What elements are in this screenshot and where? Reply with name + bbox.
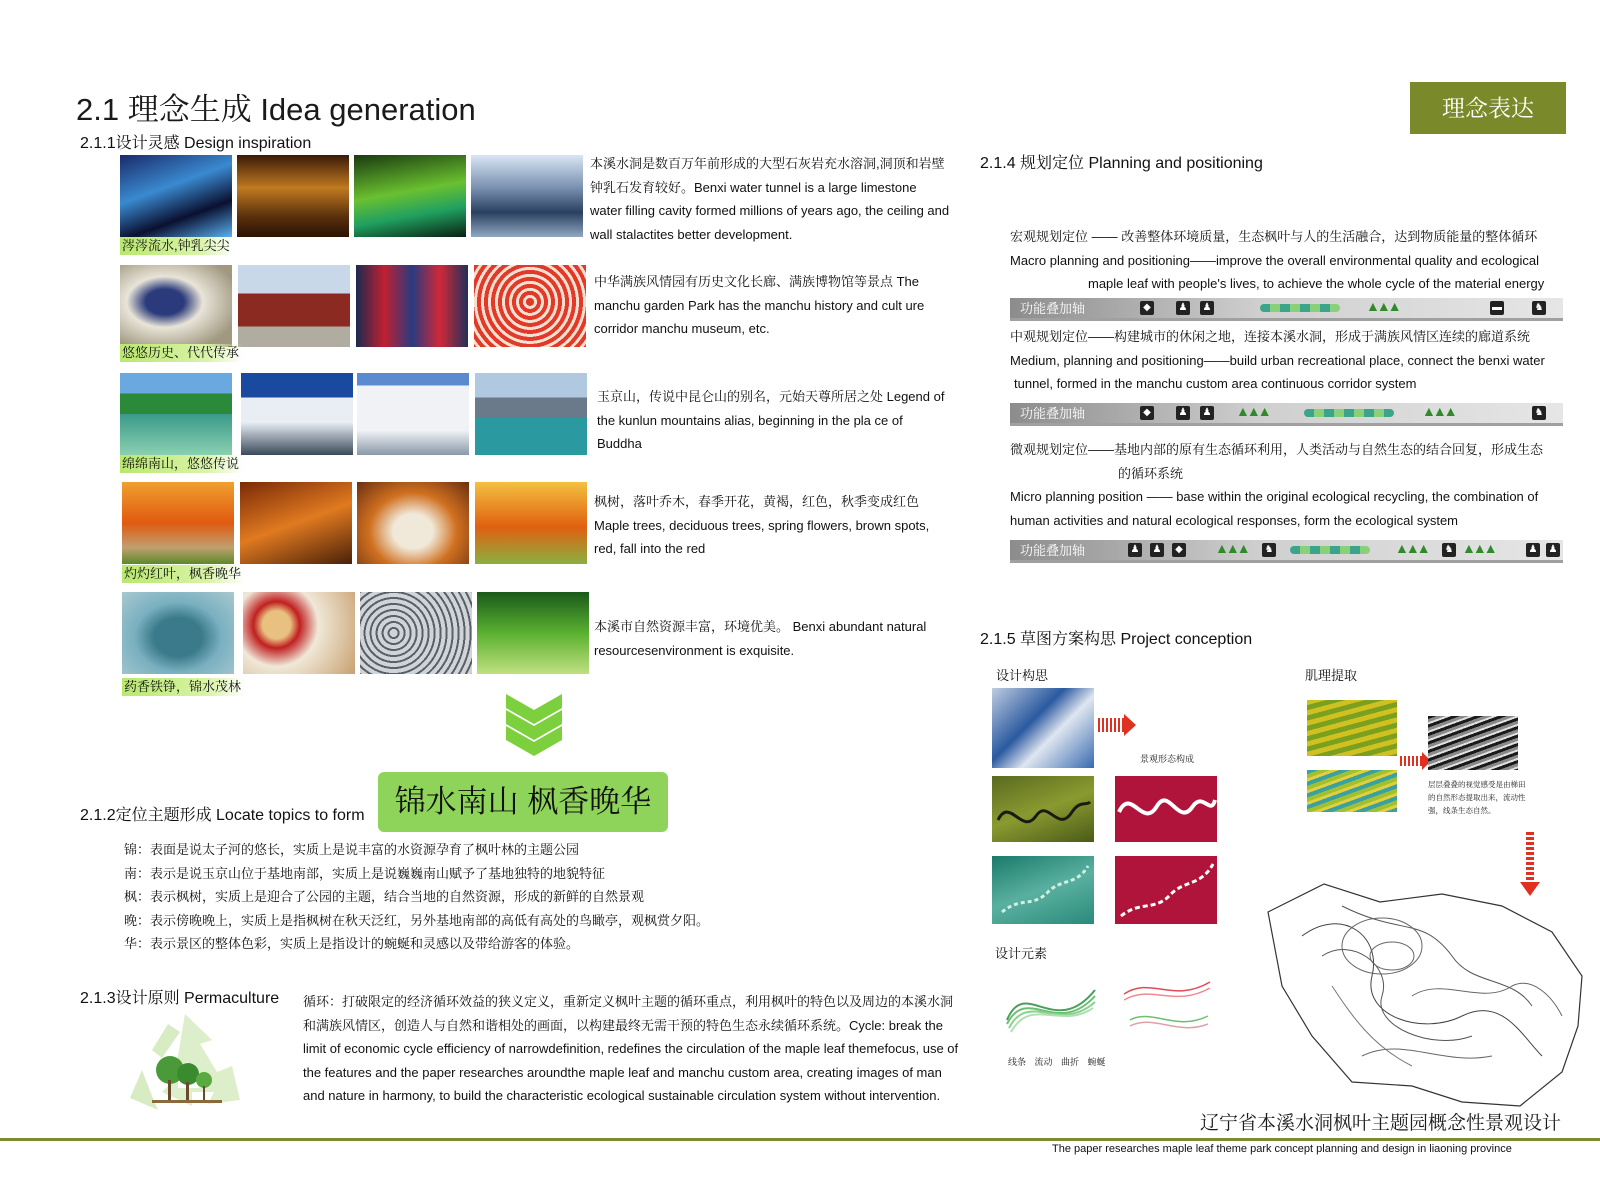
- medium-line: tunnel, formed in the manchu custom area continuous corridor system: [1014, 376, 1417, 391]
- footer-title: 辽宁省本溪水洞枫叶主题园概念性景观设计: [1200, 1113, 1562, 1134]
- design-idea-label: 设计构思: [996, 668, 1049, 683]
- theme-line: 南：表示是说玉京山位于基地南部，实质上是说巍巍南山赋予了基地独特的地貌特征: [124, 865, 606, 881]
- sketch-plan: [1262, 876, 1592, 1116]
- photo-bench-leaves: [240, 482, 352, 564]
- inspiration-label: 药香铁铮，锦水茂林: [122, 678, 245, 696]
- inspiration-label: 悠悠历史、代代传承: [120, 344, 243, 362]
- inspiration-heading: 2.1.1设计灵感 Design inspiration: [80, 135, 312, 152]
- photo-herbal-medicine: [243, 592, 355, 674]
- photo-snow-mountain: [241, 373, 353, 455]
- micro-line: Micro planning position —— base within the original ecological recycling, the combination of: [1010, 489, 1539, 504]
- photo-paper-cut: [474, 265, 586, 347]
- photo-cave-green: [354, 155, 466, 237]
- photo-misty-road: [357, 482, 469, 564]
- inspiration-text: 本溪市自然资源丰富，环境优美。 Benxi abundant natural resourcesenvironment is exquisite.: [594, 619, 927, 658]
- medium-line: Medium, planning and positioning——build urban recreational place, connect the benxi water: [1010, 352, 1545, 368]
- inspiration-label: 灼灼红叶，枫香晚华: [122, 565, 245, 583]
- function-axis-bar: [1010, 403, 1563, 426]
- photo-cave-gold: [237, 155, 349, 237]
- cycle-icon: ♟: [1200, 406, 1214, 420]
- medium-planning: [1010, 325, 1570, 396]
- meander-line: [992, 776, 1094, 842]
- medium-line: 中观规划定位——构建城市的休闲之地，连接本溪水洞，形成于满族风情区连续的廊道系统: [1010, 329, 1531, 344]
- red-ribbon-icon: [1122, 974, 1212, 1044]
- photo-cave-river: [471, 155, 583, 237]
- photo-mountain-lake: [475, 373, 587, 455]
- photo-embroidered-shoes: [120, 265, 232, 347]
- footer-divider: [0, 1138, 1600, 1141]
- tree-icon: ▲▲▲: [1236, 403, 1269, 419]
- macro-line: 宏观规划定位 —— 改善整体环境质量，生态枫叶与人的生活融合，达到物质能量的整体循环: [1010, 229, 1538, 244]
- macro-line: maple leaf with people's lives, to achieve the whole cycle of the material energy: [1088, 276, 1545, 291]
- walk-icon: ♟: [1526, 543, 1540, 557]
- function-axis-label: 功能叠加轴: [1020, 301, 1086, 316]
- theme-lines: [124, 838, 709, 956]
- photo-terrace-bw: [1428, 716, 1518, 770]
- photo-manchu-gate: [238, 265, 350, 347]
- fish-icon: ◆: [1172, 543, 1186, 557]
- photo-aerial-lake: [122, 592, 234, 674]
- walk-icon: ♟: [1128, 543, 1142, 557]
- macro-line: Macro planning and positioning——improve the overall environmental quality and ecological: [1010, 252, 1539, 268]
- theme-line: 锦：表面是说太子河的悠长，实质上是说丰富的水资源孕育了枫叶林的主题公园: [124, 842, 580, 857]
- photo-steel-pipes: [360, 592, 472, 674]
- tree-icon: ▲▲▲: [1366, 298, 1399, 314]
- micro-planning: [1010, 438, 1580, 532]
- tree-icon: ▲▲▲: [1462, 540, 1495, 556]
- arrow-right-icon: [1098, 718, 1124, 732]
- photo-terrace-field: [1307, 700, 1397, 756]
- photo-maple-park: [475, 482, 587, 564]
- fish-icon: ◆: [1140, 301, 1154, 315]
- tree-icon: ▲▲▲: [1422, 403, 1455, 419]
- deer-icon: ♞: [1442, 543, 1456, 557]
- cycle-icon: ♟: [1150, 543, 1164, 557]
- inspiration-text: 玉京山，传说中昆仑山的别名，元始天尊所居之处 Legend of the kunlun mountains alias, beginning in the pla ce of Buddha: [597, 389, 945, 451]
- photo-maple-road: [122, 482, 234, 564]
- function-axis-bar: [1010, 298, 1563, 321]
- deer-icon: ♞: [1262, 543, 1276, 557]
- element-words: 线条 流动 曲折 蜿蜒: [1008, 1057, 1106, 1067]
- texture-note: 层层叠叠的视觉感受是由梯田的自然形态提取出来，流动性强，线条生态自然。: [1428, 780, 1526, 815]
- arrow-head-icon: [1124, 714, 1136, 736]
- chevron-down-icon: [506, 694, 562, 756]
- walk-icon: ♟: [1176, 406, 1190, 420]
- photo-forest-path: [477, 592, 589, 674]
- water-wave-icon: [1260, 304, 1340, 312]
- theme-heading: 2.1.2定位主题形成 Locate topics to form: [80, 807, 365, 824]
- inspiration-label: 绵绵南山，悠悠传说: [120, 455, 243, 473]
- photo-terrace-water: [1307, 770, 1397, 812]
- deer-icon: ♞: [1532, 301, 1546, 315]
- tree-icon: ▲▲▲: [1215, 540, 1248, 556]
- concept-badge: 理念表达: [1410, 82, 1566, 134]
- inspiration-label: 涔涔流水,钟乳尖尖: [120, 237, 234, 255]
- wetland-white-line: [1115, 856, 1217, 924]
- meander-white-line: [1115, 776, 1217, 842]
- conception-heading: 2.1.5 草图方案构思 Project conception: [980, 631, 1253, 648]
- permaculture-heading: 2.1.3设计原则 Permaculture: [80, 990, 280, 1007]
- deer-icon: ♞: [1532, 406, 1546, 420]
- arrow-right-icon: [1400, 756, 1422, 766]
- function-axis-label: 功能叠加轴: [1020, 406, 1086, 421]
- macro-planning: [1010, 225, 1570, 296]
- page-title: 2.1 理念生成 Idea generation: [76, 92, 476, 127]
- inspiration-text: 中华满族风情园有历史文化长廊、满族博物馆等景点 The manchu garden Park has the manchu history and cult ure corridor manchu museum, etc.: [594, 274, 925, 336]
- photo-green-mountain-lake: [120, 373, 232, 455]
- permaculture-text: 循环：打破限定的经济循环效益的狭义定义，重新定义枫叶主题的循环重点，利用枫叶的特色以及周边的本溪水洞和满族风情区，创造人与自然和谐相处的画面，以构建最终无需干预的特色生态永续循环系统。Cycle: break the limit of economic cycle efficiency of narrowdefinition, redefines the circulation of the maple leaf themefocus, use of the features and the paper researches aroundthe maple leaf and manchu custom area, creating images of man and nature in harmony, to build the characteristic ecological sustainable circulation system without intervention.: [303, 994, 959, 1103]
- function-axis-label: 功能叠加轴: [1020, 543, 1086, 558]
- theme-line: 华：表示景区的整体色彩，实质上是指设计的蜿蜒和灵感以及带给游客的体验。: [124, 936, 580, 951]
- tree-icon: ▲▲▲: [1395, 540, 1428, 556]
- micro-line: 的循环系统: [1118, 465, 1184, 481]
- fish-icon: ◆: [1140, 406, 1154, 420]
- theme-slogan: 锦水南山 枫香晚华: [378, 772, 668, 832]
- arrow-down-icon: [1526, 832, 1534, 882]
- micro-line: human activities and natural ecological responses, form the ecological system: [1010, 512, 1459, 528]
- boat-icon: ▬: [1492, 302, 1502, 313]
- photo-manchu-costumes: [356, 265, 468, 347]
- footer-subtitle: The paper researches maple leaf theme park concept planning and design in liaoning province: [1052, 1143, 1512, 1155]
- function-axis-bar: [1010, 540, 1563, 563]
- cycle-icon: ♟: [1200, 301, 1214, 315]
- texture-label: 肌理提取: [1305, 668, 1358, 683]
- recycle-tree-icon: [122, 1010, 248, 1122]
- design-elements-label: 设计元素: [995, 946, 1048, 961]
- inspiration-text: 枫树，落叶乔木，春季开花，黄褐，红色，秋季变成红色 Maple trees, deciduous trees, spring flowers, brown spots, red, fall into the red: [594, 494, 930, 556]
- water-wave-icon: [1290, 546, 1370, 554]
- photo-snow-peaks: [357, 373, 469, 455]
- cycle-icon: ♟: [1546, 543, 1560, 557]
- micro-line: 微观规划定位——基地内部的原有生态循环利用，人类活动与自然生态的结合回复，形成生态: [1010, 442, 1544, 457]
- green-ribbon-icon: [1005, 980, 1097, 1040]
- theme-line: 枫：表示枫树，实质上是迎合了公园的主题，结合当地的自然资源，形成的新鲜的自然景观: [124, 889, 645, 904]
- planning-heading: 2.1.4 规划定位 Planning and positioning: [980, 155, 1263, 172]
- landscape-form-label: 景观形态构成: [1140, 754, 1195, 764]
- wetland-line: [992, 856, 1094, 924]
- photo-aerial-river: [992, 688, 1094, 768]
- water-wave-icon: [1304, 409, 1394, 417]
- inspiration-text: 本溪水洞是数百万年前形成的大型石灰岩充水溶洞,洞顶和岩壁钟乳石发育较好。Benxi water tunnel is a large limestone water filling cavity formed millions of years ago, the ceiling and wall stalactites better development.: [590, 156, 950, 242]
- photo-cave-blue: [120, 155, 232, 237]
- walk-icon: ♟: [1176, 301, 1190, 315]
- theme-line: 晚：表示傍晚晚上，实质上是指枫树在秋天泛红，另外基地南部的高低有高处的鸟瞰亭，观枫赏夕阳。: [124, 912, 710, 928]
